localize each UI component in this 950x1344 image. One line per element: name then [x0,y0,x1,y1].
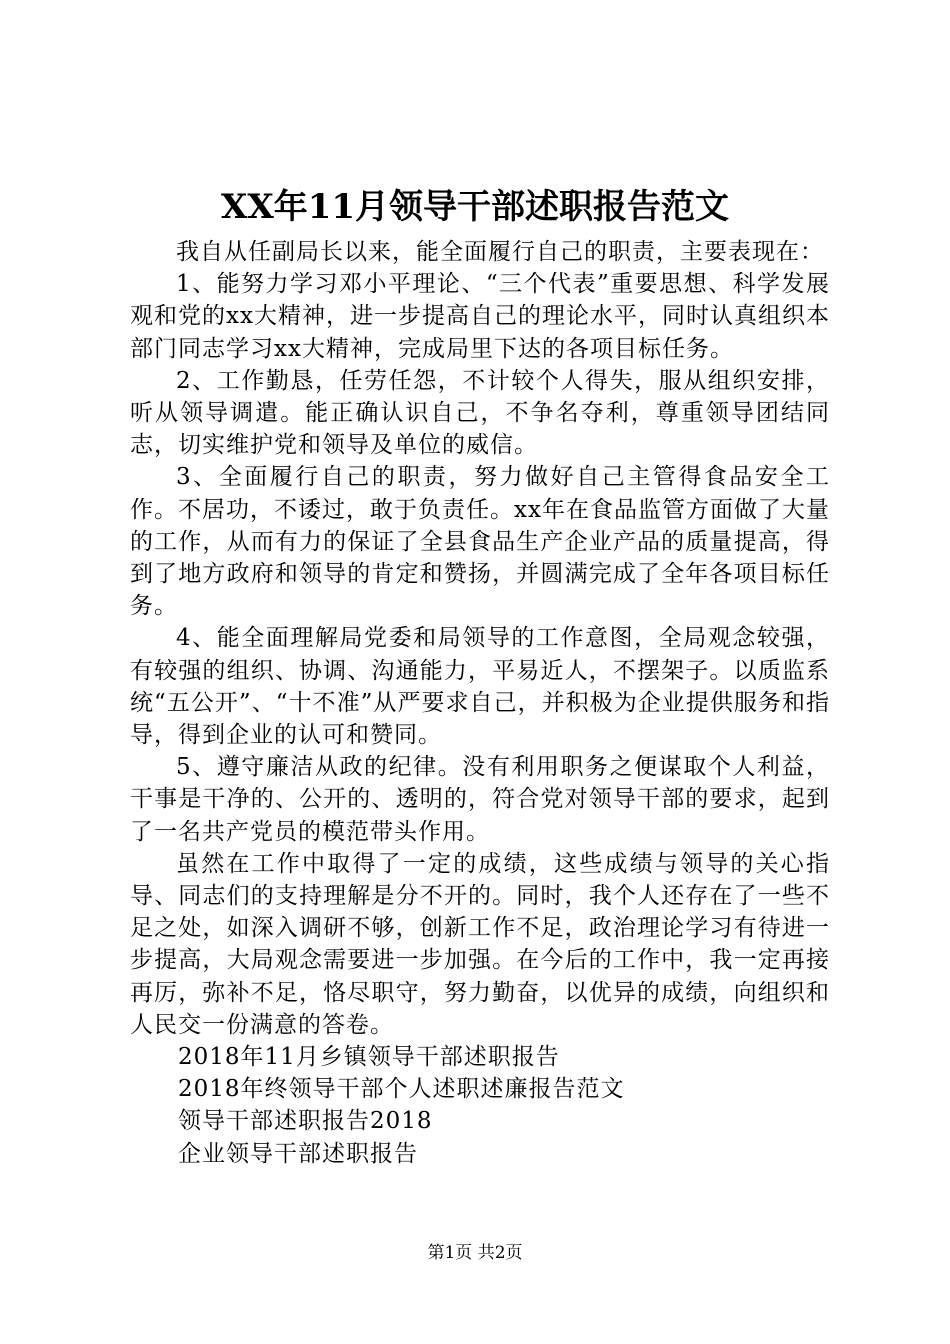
related-link[interactable]: 2018年终领导干部个人述职述廉报告范文 [178,1076,625,1103]
paragraph-item-3: 3、全面履行自己的职责，努力做好自己主管得食品安全工作。不居功，不诿过，敢于负责任。xx年在食品监管方面做了大量的工作，从而有力的保证了全县食品生产企业产品的质量提高，得到了地方政府和领导的肯定和赞扬，并圆满完成了全年各项目标任务。 [130,464,830,620]
paragraph-item-4: 4、能全面理解局党委和局领导的工作意图，全局观念较强，有较强的组织、协调、沟通能力，平易近人，不摆架子。以质监系统“五公开”、“十不准”从严要求自己，并积极为企业提供服务和指导，得到企业的认可和赞同。 [130,625,830,749]
related-link[interactable]: 2018年11月乡镇领导干部述职报告 [178,1044,560,1071]
paragraph-conclusion: 虽然在工作中取得了一定的成绩，这些成绩与领导的关心指导、同志们的支持理解是分不开的。同时，我个人还存在了一些不足之处，如深入调研不够，创新工作不足，政治理论学习有待进一步提高，大局观念需要进一步加强。在今后的工作中，我一定再接再厉，弥补不足，恪尽职守，努力勤奋，以优异的成绩，向组织和人民交一份满意的答卷。 [130,850,830,1038]
related-links [130,1041,830,1170]
document-title: XX年11月领导干部述职报告范文 [220,187,730,227]
paragraph-item-2: 2、工作勤恳，任劳任怨，不计较个人得失，服从组织安排，听从领导调遣。能正确认识自己，不争名夺利，尊重领导团结同志，切实维护党和领导及单位的威信。 [130,367,830,459]
related-link[interactable]: 领导干部述职报告2018 [178,1108,433,1135]
document-body [130,236,830,1170]
paragraph-item-5: 5、遵守廉洁从政的纪律。没有利用职务之便谋取个人利益，干事是干净的、公开的、透明的，符合党对领导干部的要求，起到了一名共产党员的模范带头作用。 [130,754,830,845]
paragraph-intro: 我自从任副局长以来，能全面履行自己的职责，主要表现在： [176,239,824,265]
paragraph-item-1: 1、能努力学习邓小平理论、“三个代表”重要思想、科学发展观和党的xx大精神，进一步提高自己的理论水平，同时认真组织本部门同志学习xx大精神，完成局里下达的各项目标任务。 [130,271,830,362]
page-indicator: 第1页 共2页 [427,1243,523,1263]
related-link[interactable]: 企业领导干部述职报告 [178,1140,418,1167]
